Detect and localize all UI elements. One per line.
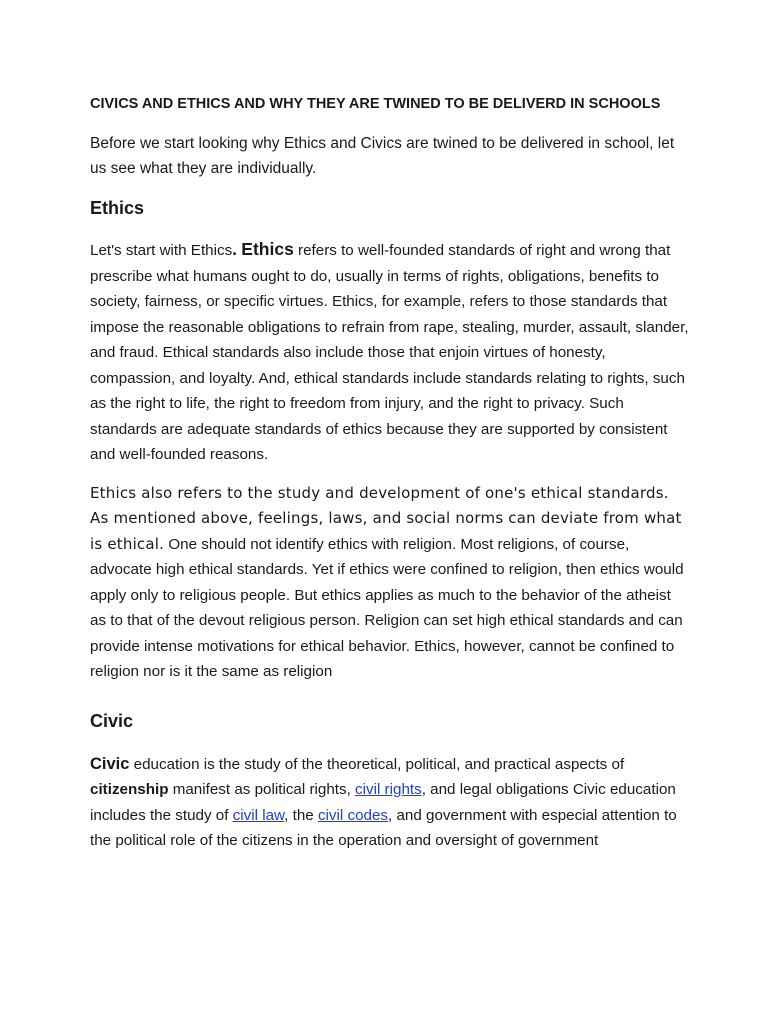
document-body [90,94,690,854]
civic-text-4: , the [284,806,318,824]
ethics-quote: Ethics also refers to the study and development of one's ethical standards. As mentioned above, feelings, laws, and social norms can deviate from what is ethical. [90,483,682,553]
civic-text-3: , and legal obligations Civic education includes the study of [90,781,676,824]
ethics-lead-text: Let's start with Ethics [90,242,233,259]
civil-rights-link[interactable]: civil rights [355,781,422,798]
civil-law-link[interactable]: civil law [232,806,285,824]
civic-heading: Civic [90,710,134,731]
civil-codes-link[interactable]: civil codes [317,806,389,824]
intro-paragraph: Before we start looking why Ethics and Civics are twined to be delivered in school, let us see what they are individually. [90,135,675,177]
ethics-term: Ethics [241,239,294,259]
document-title: CIVICS AND ETHICS AND WHY THEY ARE TWINED TO BE DELIVERD IN SCHOOLS [90,96,661,112]
civic-paragraph [90,752,690,854]
ethics-heading: Ethics [90,198,145,218]
ethics-paragraph-2-body: One should not identify ethics with religion. Most religions, of course, advocate high ethical standards. Yet if ethics were confined to religion, then ethics would apply only to religious people. But ethics applies as much to the behavior of the atheist as to that of the devout religious person. Religion can set high ethical standards and can provide intense motivations for ethical behavior. Ethics, however, cannot be confined to religion nor is it the same as religion [90,535,684,680]
citizenship-term: citizenship [90,781,169,798]
civic-text-5: , and government with especial attention to the political role of the citizens in the operation and oversight of government [90,806,677,849]
ethics-paragraph-2 [90,481,690,685]
ethics-paragraph-1-body: refers to well-founded standards of right and wrong that prescribe what humans ought to do, usually in terms of rights, obligations, benefits to society, fairness, or specific virtues. Ethics, for example, refers to those standards that impose the reasonable obligations to refrain from rape, stealing, murder, assault, slander, and fraud. Ethical standards also include those that enjoin virtues of honesty, compassion, and loyalty. And, ethical standards include standards relating to rights, such as the right to life, the right to freedom from injury, and the right to privacy. Such standards are adequate standards of ethics because they are supported by consistent and well-founded reasons. [90,242,689,463]
civic-text-2: manifest as political rights, [168,781,356,798]
civic-term: Civic [90,754,130,773]
ethics-paragraph-1 [90,237,690,468]
ethics-lead-dot: . [232,239,238,259]
civic-text-1: education is the study of the theoretical, political, and practical aspects of [129,755,625,773]
